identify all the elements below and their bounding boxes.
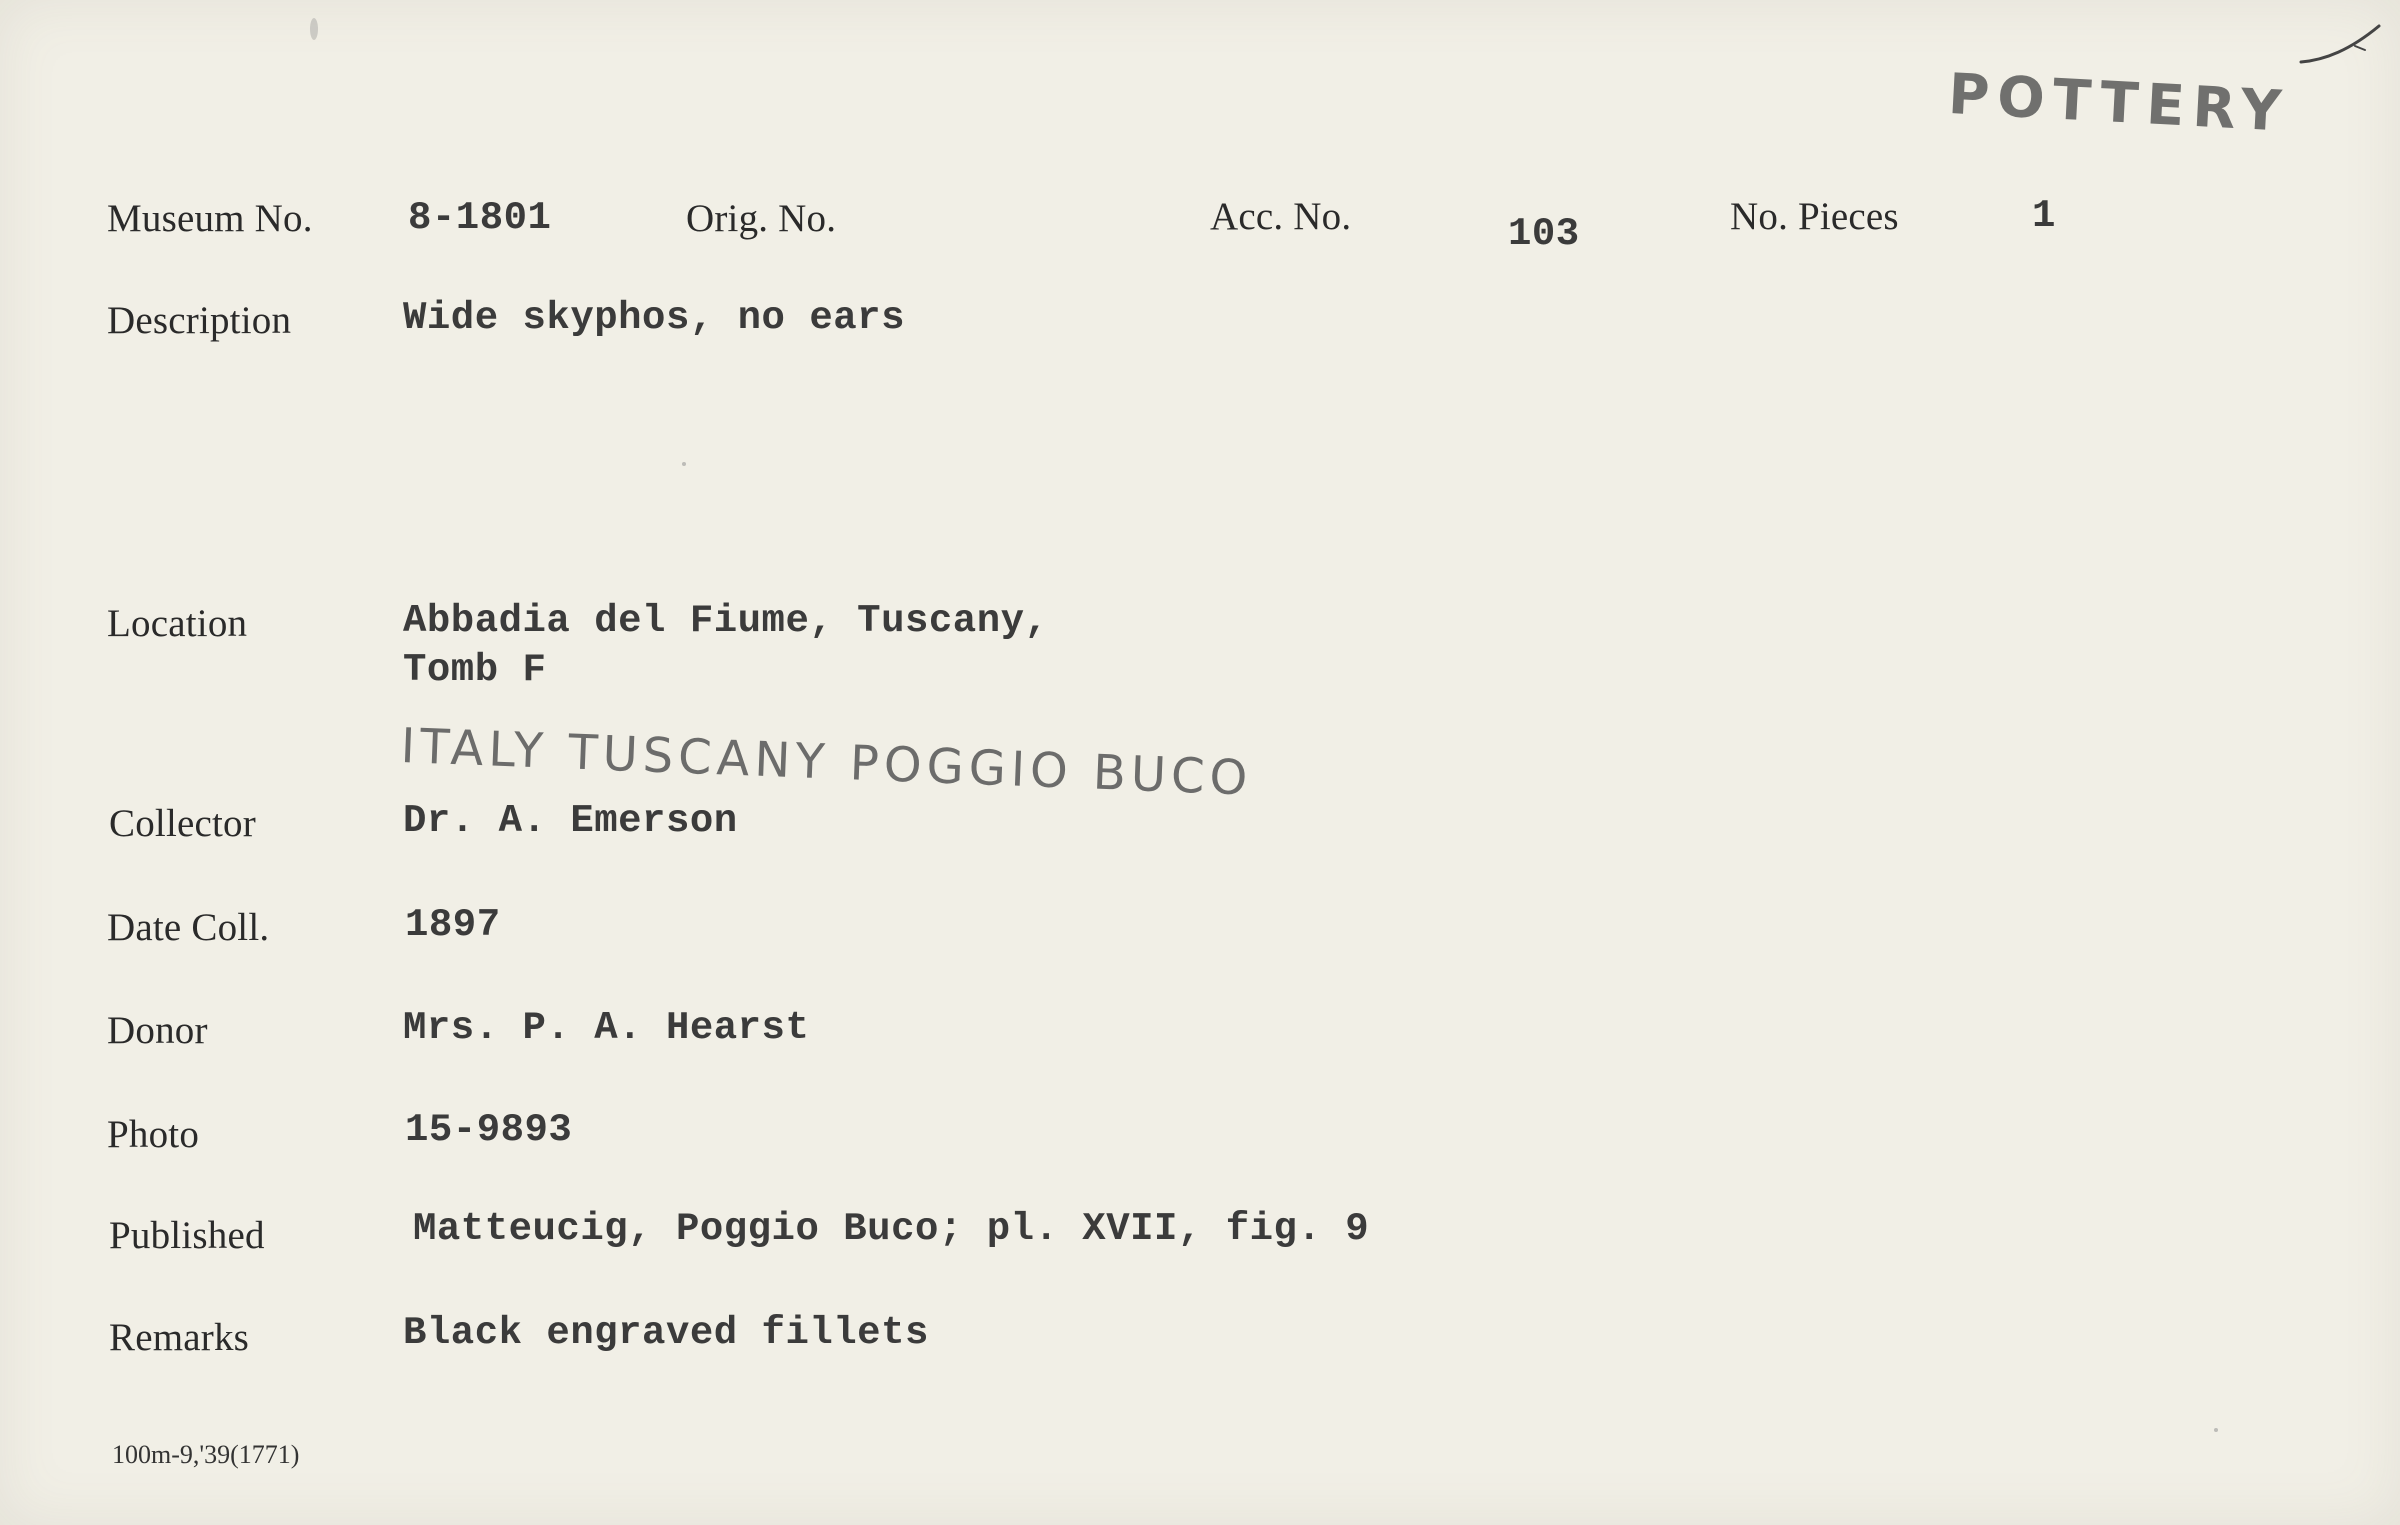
remarks-label: Remarks (109, 1316, 250, 1359)
location-stamp: ITALY TUSCANY POGGIO BUCO (399, 718, 1254, 807)
acc-no-value: 103 (1508, 212, 1580, 256)
published-value: Matteucig, Poggio Buco; pl. XVII, fig. 9 (413, 1207, 1370, 1251)
paper-speck (2214, 1428, 2218, 1432)
footer-code: 100m-9,'39(1771) (112, 1440, 300, 1469)
no-pieces-value: 1 (2032, 194, 2056, 238)
check-mark-icon (2295, 20, 2385, 80)
date-coll-label: Date Coll. (107, 906, 270, 949)
museum-no-value: 8-1801 (408, 196, 552, 240)
no-pieces-label: No. Pieces (1730, 195, 1899, 238)
photo-value: 15-9893 (405, 1108, 573, 1152)
date-coll-value: 1897 (405, 903, 501, 947)
collector-value: Dr. A. Emerson (403, 799, 738, 843)
acc-no-label: Acc. No. (1210, 195, 1352, 238)
donor-label: Donor (107, 1009, 208, 1052)
description-label: Description (107, 299, 292, 342)
photo-label: Photo (107, 1113, 200, 1156)
museum-no-label: Museum No. (107, 197, 313, 240)
location-value-line1: Abbadia del Fiume, Tuscany, (403, 599, 1049, 643)
donor-value: Mrs. P. A. Hearst (403, 1006, 810, 1050)
location-value-line2: Tomb F (403, 648, 547, 692)
remarks-value: Black engraved fillets (403, 1311, 929, 1355)
location-label: Location (107, 602, 248, 645)
paper-speck (682, 462, 686, 466)
collector-label: Collector (109, 802, 256, 845)
category-stamp: POTTERY (1946, 62, 2291, 145)
orig-no-label: Orig. No. (686, 197, 837, 240)
paper-speck (310, 18, 318, 40)
description-value: Wide skyphos, no ears (403, 296, 905, 340)
published-label: Published (109, 1214, 265, 1257)
